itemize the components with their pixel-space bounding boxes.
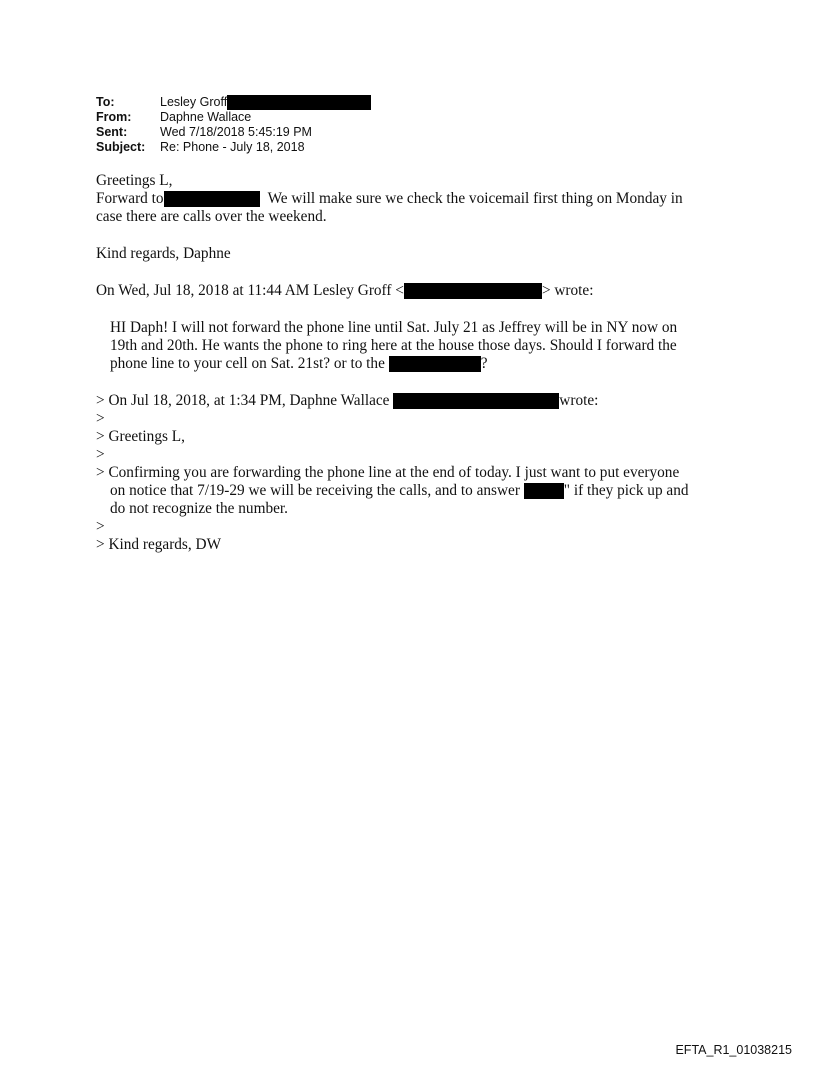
quote-signoff: > Kind regards, DW bbox=[96, 536, 222, 553]
sent-label: Sent: bbox=[96, 125, 128, 139]
wrote-suffix: > wrote: bbox=[541, 282, 594, 299]
reply-line-3-suffix: ? bbox=[480, 355, 488, 372]
reply-line-2: 19th and 20th. He wants the phone to ring here at the house those days. Should I forward the bbox=[110, 337, 677, 354]
redaction-block bbox=[524, 483, 564, 499]
quote-greeting: > Greetings L, bbox=[96, 428, 185, 445]
quote-blank: > bbox=[96, 518, 105, 535]
email-body bbox=[96, 172, 736, 554]
forward-line bbox=[96, 190, 736, 208]
quote-header-prefix: > On Jul 18, 2018, at 1:34 PM, Daphne Wallace bbox=[96, 392, 390, 409]
reply-line-1: HI Daph! I will not forward the phone line until Sat. July 21 as Jeffrey will be in NY now on bbox=[110, 319, 678, 336]
greeting: Greetings L, bbox=[96, 172, 173, 189]
redaction-block bbox=[164, 191, 260, 207]
reply-line-3-prefix: phone line to your cell on Sat. 21st? or to the bbox=[110, 355, 385, 372]
email-header bbox=[96, 95, 371, 155]
subject-row bbox=[96, 140, 371, 155]
quote-header-suffix: wrote: bbox=[559, 392, 599, 409]
forward-line-2: case there are calls over the weekend. bbox=[96, 208, 327, 225]
forward-prefix: Forward to bbox=[96, 190, 164, 207]
to-label: To: bbox=[96, 95, 115, 109]
subject-value: Re: Phone - July 18, 2018 bbox=[160, 140, 305, 154]
from-value: Daphne Wallace bbox=[160, 110, 252, 124]
subject-label: Subject: bbox=[96, 140, 146, 154]
redaction-block bbox=[393, 393, 559, 409]
document-id: EFTA_R1_01038215 bbox=[675, 1043, 792, 1057]
to-name: Lesley Groff bbox=[160, 95, 228, 109]
from-label: From: bbox=[96, 110, 132, 124]
to-value bbox=[160, 95, 371, 110]
reply-line-3 bbox=[96, 355, 736, 373]
quote-confirm-line-2-suffix: " if they pick up and bbox=[563, 482, 689, 499]
quote-confirm-line-2-prefix: on notice that 7/19-29 we will be receiving the calls, and to answer bbox=[110, 482, 520, 499]
sent-value: Wed 7/18/2018 5:45:19 PM bbox=[160, 125, 312, 139]
quote-blank: > bbox=[96, 446, 105, 463]
wrote-prefix: On Wed, Jul 18, 2018 at 11:44 AM Lesley Groff < bbox=[96, 282, 404, 299]
quote-blank: > bbox=[96, 410, 105, 427]
redaction-block bbox=[404, 283, 542, 299]
redaction-block bbox=[227, 95, 371, 110]
wrote-line bbox=[96, 282, 736, 300]
from-row bbox=[96, 110, 371, 125]
quote-header-line bbox=[96, 392, 736, 410]
quote-confirm-line-3: do not recognize the number. bbox=[110, 500, 288, 517]
redaction-block bbox=[389, 356, 481, 372]
forward-rest: We will make sure we check the voicemail first thing on Monday in bbox=[267, 190, 683, 207]
to-row bbox=[96, 95, 371, 110]
signoff: Kind regards, Daphne bbox=[96, 245, 231, 262]
sent-row bbox=[96, 125, 371, 140]
quote-confirm-line-1: > Confirming you are forwarding the phone line at the end of today. I just want to put everyone bbox=[96, 464, 680, 481]
quote-confirm-line-2 bbox=[96, 482, 736, 500]
